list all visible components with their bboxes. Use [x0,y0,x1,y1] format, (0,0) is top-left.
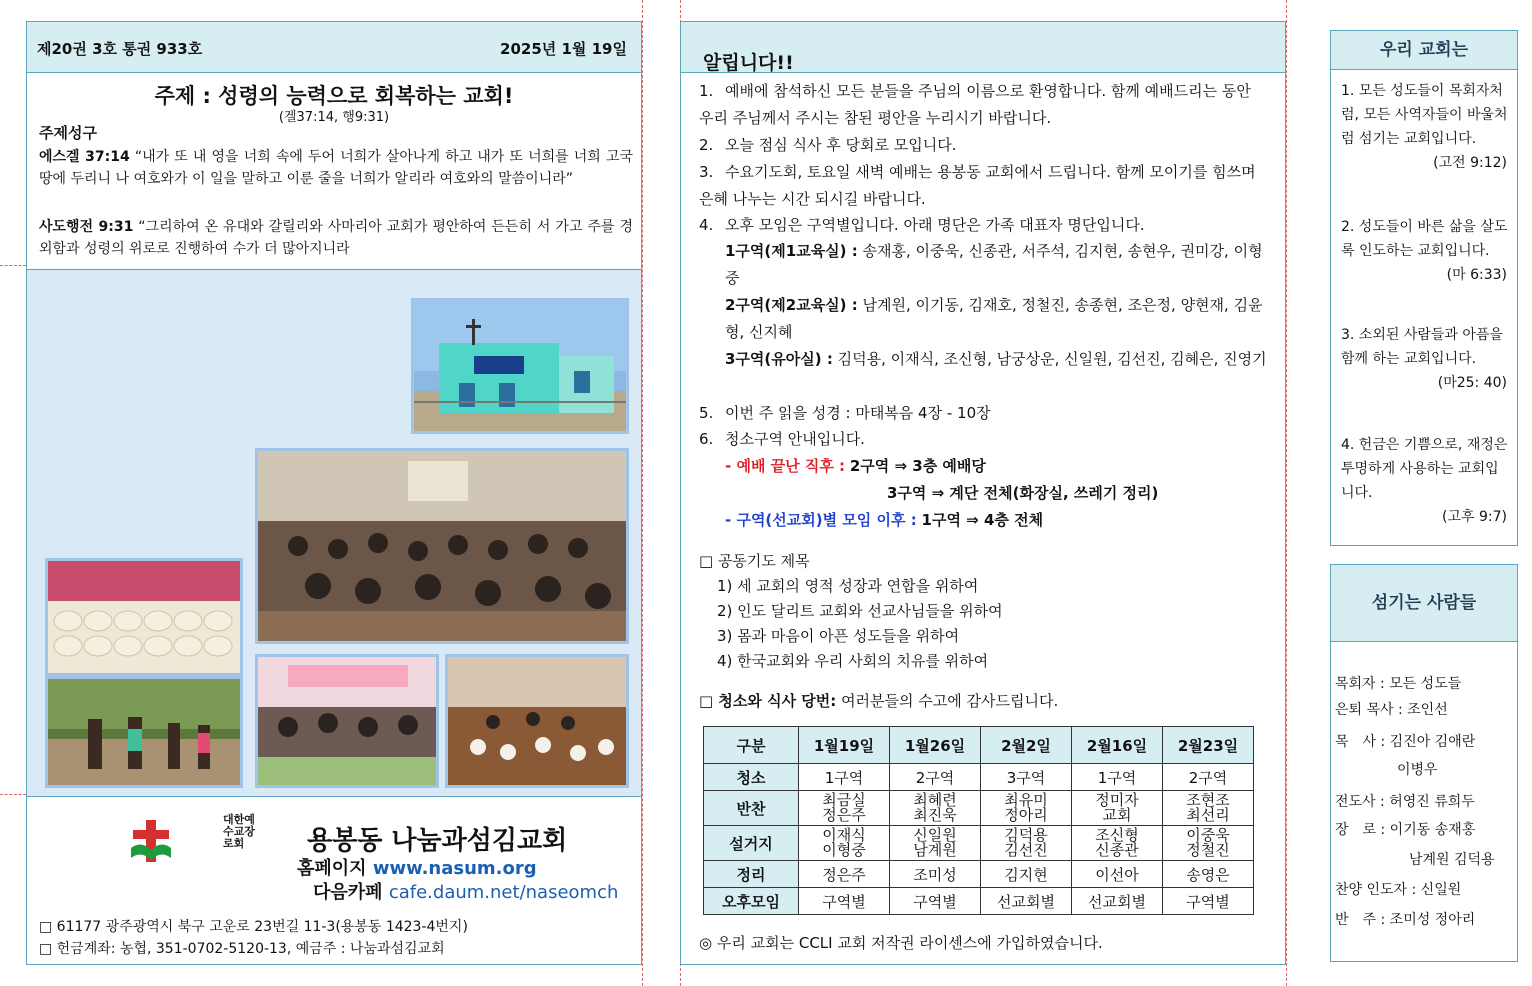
announcement-1 [699,78,1269,132]
cleaning-after-meeting [725,507,1295,534]
duty-cell [1072,791,1163,826]
duty-cell: 이선아 [1072,861,1163,888]
duty-cell: 김지현 [981,861,1072,888]
item-ref: (고전 9:12) [1433,155,1507,171]
group-1 [725,238,1271,292]
item-number: 1. [699,82,714,100]
duty-col-header: 2월23일 [1163,727,1254,764]
server-line: 전도사 : 허영진 류희두 [1335,794,1475,810]
announcement-5 [699,400,1269,427]
rice-bags-image [48,561,240,673]
duty-name: 김덕용 [1004,826,1048,844]
table-row [704,791,1254,826]
server-line: 목 사 : 김진아 김애란 [1335,734,1476,750]
duty-cell: 구역별 [799,888,890,915]
duty-cell [981,826,1072,861]
homepage-line [297,854,537,880]
duty-name: 이재식 [822,826,866,844]
announcements-panel [680,21,1286,965]
item-text: 2. 성도들이 바른 삶을 살도록 인도하는 교회입니다. [1341,219,1508,259]
group-label: 1구역(제1교육실) : [725,242,858,260]
photo-sharing-event [255,654,439,788]
server-line: 장 로 : 이기동 송재홍 [1335,822,1476,838]
prayer-title: □ 공동기도 제목 [699,552,810,570]
group-2 [725,292,1271,346]
announcement-3 [699,159,1269,213]
duty-col-header: 2월2일 [981,727,1072,764]
duty-name: 김선진 [1004,841,1048,859]
fold-guide [1286,0,1287,986]
outreach-image [48,679,240,785]
group-3 [725,346,1271,373]
duty-name: 최선리 [1186,806,1230,824]
item-number: 5. [699,404,714,422]
table-row [704,826,1254,861]
announcement-6 [699,426,1269,453]
servers-title: 섬기는 사람들 [1331,565,1517,642]
duty-title [699,688,1269,715]
photo-collage [27,269,641,797]
cover-panel [26,21,642,965]
row-label: 반찬 [704,791,799,826]
verse-text: “내가 또 내 영을 너희 속에 두어 너희가 살아나게 하고 내가 또 너희를 너희 고국 땅에 두리니 나 여호와가 이 일을 말하고 이룬 줄을 너희가 알리라 여호와의 말씀이니라” [39,149,633,187]
cafe-link[interactable]: cafe.daum.net/naseomch [388,882,619,903]
duty-name: 신종관 [1095,841,1139,859]
duty-cell: 1구역 [799,764,890,791]
server-line: 은퇴 목사 : 조인선 [1335,702,1448,718]
cleaning-label: - 예배 끝난 직후 : [725,457,846,475]
server-line: 찬양 인도자 : 신일원 [1335,882,1462,898]
cafe-line [313,878,618,904]
duty-name: 조신형 [1095,826,1139,844]
homepage-label: 홈페이지 [297,858,367,879]
our-church-item-4 [1341,433,1509,529]
photo-church-building [411,298,629,434]
duty-cell: 조미성 [890,861,981,888]
verse-ref: 에스겔 37:14 [39,149,130,165]
item-ref: (마25: 40) [1437,375,1507,391]
offering-account: □ 헌금계좌: 농협, 351-0702-5120-13, 예금주 : 나눔과섬김교회 [39,941,445,957]
row-label: 청소 [704,764,799,791]
our-church-item-3 [1341,323,1509,395]
duty-cell: 정은주 [799,861,890,888]
item-text: 오늘 점심 식사 후 당회로 모입니다. [725,136,957,154]
ccli-notice: ◎ 우리 교회는 CCLI 교회 저작권 라이센스에 가입하였습니다. [699,934,1103,952]
item-text: 오후 모임은 구역별입니다. 아래 명단은 가족 대표자 명단입니다. [725,216,1145,234]
duty-thanks: 여러분들의 수고에 감사드립니다. [841,692,1059,710]
duty-header-row [704,727,1254,764]
row-label: 정리 [704,861,799,888]
item-number: 3. [699,163,714,181]
duty-cell: 선교회별 [1072,888,1163,915]
duty-cell: 3구역 [981,764,1072,791]
duty-cell [890,791,981,826]
announcement-4 [699,212,1269,239]
prayer-item: 1) 세 교회의 영적 성장과 연합을 위하여 [717,577,979,595]
duty-cell [890,826,981,861]
cleaning-after-service [725,453,1295,480]
cleaning-assignment: 1구역 ⇒ 4층 전체 [921,511,1044,529]
duty-name: 정아리 [1004,806,1048,824]
group-members: 김덕용, 이재식, 조신형, 남궁상운, 신일원, 김선진, 김혜은, 진영기 [837,350,1267,368]
church-logo-icon [129,818,173,864]
announcement-2 [699,132,1269,159]
duty-name: 남계원 [913,841,957,859]
bulletin-header [27,22,641,73]
server-line: 남계원 김덕용 [1409,852,1495,868]
item-number: 2. [699,136,714,154]
server-line: 이병우 [1397,762,1438,778]
duty-name: 이형중 [822,841,866,859]
cafe-label: 다음카페 [313,882,383,903]
children-gathering-image [448,657,626,785]
bulletin-date: 2025년 1월 19일 [500,40,627,58]
worship-service-image [258,451,626,641]
announcements-title: 알립니다!! [703,52,794,74]
duty-col-header: 1월26일 [890,727,981,764]
cleaning-label: - 구역(선교회)별 모임 이후 : [725,511,917,529]
photo-children-gathering [445,654,629,788]
photo-rice-bags [45,558,243,676]
duty-cell: 구역별 [890,888,981,915]
duty-cell [799,791,890,826]
duty-name: 이중욱 [1186,826,1230,844]
row-label: 오후모임 [704,888,799,915]
item-text: 1. 모든 성도들이 목회자처럼, 모든 사역자들이 바울처럼 섬기는 교회입니다. [1341,83,1508,147]
duty-cell: 선교회별 [981,888,1072,915]
church-address: □ 61177 광주광역시 북구 고운로 23번길 11-3(용봉동 1423-4번지) [39,919,468,935]
duty-name: 최진욱 [913,806,957,824]
item-text: 이번 주 읽을 성경 : 마태복음 4장 - 10장 [725,404,991,422]
item-text: 수요기도회, 토요일 새벽 예배는 용봉동 교회에서 드립니다. 함께 모이기를 힘쓰며 은혜 나누는 시간 되시길 바랍니다. [699,163,1256,208]
announcements-header [681,22,1285,73]
item-ref: (마 6:33) [1446,267,1507,283]
theme-reference: (겔37:14, 행9:31) [278,110,390,125]
item-text: 청소구역 안내입니다. [725,430,865,448]
table-row [704,764,1254,791]
duty-name: 교회 [1102,806,1132,824]
prayer-item: 3) 몸과 마음이 아픈 성도들을 위하여 [717,627,960,645]
church-building-image [414,301,626,431]
duty-cell: 2구역 [1163,764,1254,791]
duty-cell [1163,791,1254,826]
our-church-item-1 [1341,79,1509,175]
prayer-item: 2) 인도 달리트 교회와 선교사님들을 위하여 [717,602,1003,620]
church-name: 용봉동 나눔과섬김교회 [307,826,568,856]
group-members: 남계원, 이기동, 김재호, 정철진, 송종현, 조은정, 양현재, 김윤형, 신지혜 [725,296,1263,341]
duty-label: □ 청소와 식사 당번: [699,692,837,710]
photo-worship-service [255,448,629,644]
duty-name: 신일원 [913,826,957,844]
duty-cell [1163,826,1254,861]
duty-cell [1072,826,1163,861]
item-number: 4. [699,216,714,234]
volume-number: 제20권 3호 통권 933호 [37,40,203,58]
item-text: 3. 소외된 사람들과 아픔을 함께 하는 교회입니다. [1341,327,1503,367]
cleaning-assignment: 3구역 ⇒ 계단 전체(화장실, 쓰레기 정리) [887,484,1159,502]
verse-acts [39,216,633,260]
verse-text: “그리하여 온 유대와 갈릴리와 사마리아 교회가 평안하여 든든히 서 가고 주를 경외함과 성령의 위로로 진행하여 수가 더 많아지니라 [39,219,633,257]
row-label: 설거지 [704,826,799,861]
server-line: 반 주 : 조미성 정아리 [1335,912,1476,928]
verse-ezekiel [39,146,633,190]
servers-box [1330,564,1518,962]
duty-cell: 2구역 [890,764,981,791]
duty-cell [799,826,890,861]
fold-guide [0,794,26,795]
our-church-box [1330,30,1518,546]
fold-guide [0,265,26,266]
group-members: 송재홍, 이중욱, 신종관, 서주석, 김지현, 송현우, 권미강, 이형중 [725,242,1263,287]
duty-cell [981,791,1072,826]
group-label: 2구역(제2교육실) : [725,296,858,314]
duty-table [703,726,1254,915]
duty-name: 최금실 [822,791,866,809]
duty-cell: 송영은 [1163,861,1254,888]
duty-name: 최혜련 [913,791,957,809]
duty-col-header: 1월19일 [799,727,890,764]
homepage-link[interactable]: www.nasum.org [372,858,537,879]
duty-name: 조현조 [1186,791,1230,809]
item-text: 4. 헌금은 기쁨으로, 재정은 투명하게 사용하는 교회입니다. [1341,437,1508,501]
group-label: 3구역(유아실) : [725,350,833,368]
server-line: 목회자 : 모든 성도들 [1335,676,1462,692]
cleaning-assignment-2 [887,480,1267,507]
table-row [704,861,1254,888]
our-church-title: 우리 교회는 [1331,31,1517,70]
item-text: 예배에 참석하신 모든 분들을 주님의 이름으로 환영합니다. 함께 예배드리는 동안 우리 주님께서 주시는 참된 평안을 누리시기 바랍니다. [699,82,1251,127]
denomination-name: 대한예수교장로회 [223,813,255,850]
table-row [704,888,1254,915]
cleaning-assignment: 2구역 ⇒ 3층 예배당 [849,457,986,475]
our-church-item-2 [1341,215,1509,287]
prayer-item: 4) 한국교회와 우리 사회의 치유를 위하여 [717,652,989,670]
duty-name: 최유미 [1004,791,1048,809]
theme-title: 주제 : 성령의 능력으로 회복하는 교회! [154,84,514,108]
duty-name: 정미자 [1095,791,1139,809]
duty-cell: 1구역 [1072,764,1163,791]
duty-name: 정은주 [822,806,866,824]
item-ref: (고후 9:7) [1442,509,1507,525]
item-number: 6. [699,430,714,448]
church-footer [27,796,641,964]
duty-cell: 구역별 [1163,888,1254,915]
sharing-event-image [258,657,436,785]
verse-ref: 사도행전 9:31 [39,219,134,235]
duty-col-header: 2월16일 [1072,727,1163,764]
duty-name: 정철진 [1186,841,1230,859]
theme-verse-label: 주제성구 [39,124,97,142]
photo-outreach [45,676,243,788]
duty-col-header: 구분 [704,727,799,764]
fold-guide [642,0,643,986]
